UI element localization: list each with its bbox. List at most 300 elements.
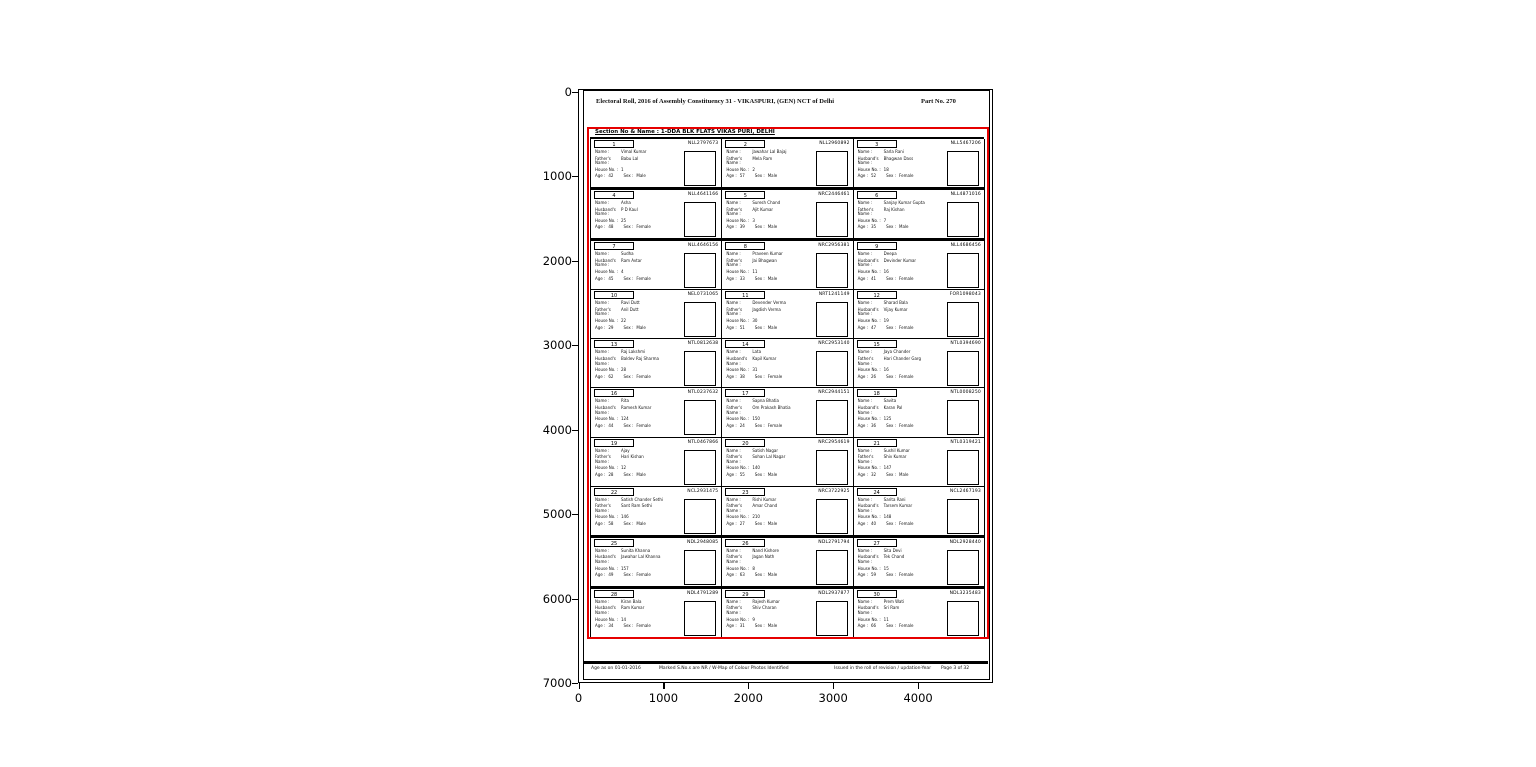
house-value: 8	[752, 565, 755, 571]
relation-label: Father's Name :	[726, 503, 743, 513]
house-label: House No. :	[595, 616, 619, 622]
age-label: Age :	[595, 373, 606, 379]
relation-value: Ajit Kumar	[752, 206, 774, 212]
x-tick-label: 4000	[903, 691, 933, 705]
house-label: House No. :	[857, 616, 881, 622]
sex-value: Female	[899, 422, 914, 428]
name-label: Name :	[857, 447, 873, 453]
epic-number: NTL0237632	[687, 390, 719, 396]
serial-number-box: 7	[594, 242, 634, 250]
serial-number-box: 4	[594, 191, 634, 199]
house-value: 9	[752, 616, 755, 622]
sex-value: Male	[767, 471, 778, 477]
epic-number: NEL0731065	[687, 292, 719, 298]
relation-label: Father's Name :	[595, 454, 611, 464]
age-label: Age :	[595, 224, 606, 230]
sex-value: Male	[767, 275, 778, 281]
relation-value: Ramesh Kumar	[621, 405, 652, 411]
age-label: Age :	[857, 275, 869, 281]
relation-value: Ram Avtar	[621, 257, 642, 263]
name-label: Name :	[726, 251, 741, 257]
name-label: Name :	[857, 398, 873, 404]
name-value: Jawahar Lal Bajaj	[752, 149, 787, 154]
age-label: Age :	[595, 521, 606, 527]
house-value: 12	[621, 465, 627, 471]
house-label: House No. :	[595, 217, 619, 223]
relation-label: Father's Name :	[595, 306, 611, 317]
serial-number-box: 17	[725, 389, 765, 397]
sex-value: Female	[636, 422, 651, 428]
age-value: 59	[871, 572, 877, 578]
house-value: 15	[883, 565, 889, 571]
sex-value: Male	[767, 623, 778, 629]
serial-number-box: 10	[594, 291, 634, 299]
sex-label: Sex :	[886, 471, 897, 477]
house-label: House No. :	[857, 318, 881, 324]
house-label: House No. :	[595, 416, 619, 422]
sex-value: Male	[767, 572, 778, 578]
house-label: House No. :	[595, 268, 619, 274]
sex-value: Male	[767, 324, 778, 330]
serial-number-box: 8	[725, 242, 765, 250]
house-label: House No. :	[857, 166, 881, 172]
house-label: House No. :	[595, 565, 619, 571]
x-tick-mark	[579, 683, 580, 689]
house-value: 16	[883, 268, 889, 274]
name-label: Name :	[857, 251, 873, 257]
relation-value: Jai Bhagwan	[752, 257, 777, 263]
epic-number: FOR1098043	[949, 292, 981, 298]
relation-label: Husband's Name :	[595, 355, 616, 366]
age-label: Age :	[726, 275, 737, 281]
age-label: Age :	[595, 572, 606, 578]
sex-label: Sex :	[623, 275, 634, 281]
epic-number: NDL2937877	[818, 590, 850, 596]
name-label: Name :	[595, 149, 610, 154]
age-label: Age :	[857, 623, 869, 629]
epic-number: NLL2797673	[687, 141, 719, 146]
document-header-title: Electoral Roll, 2016 of Assembly Constituency 31 - VIKASPURI, (GEN) NCT of Delhi	[596, 98, 835, 105]
house-label: House No. :	[857, 217, 881, 223]
name-value: Satish Chander Sethi	[621, 496, 664, 502]
relation-label: Husband's Name :	[726, 355, 748, 366]
sex-label: Sex :	[886, 324, 897, 330]
serial-number-box: 19	[594, 439, 634, 447]
age-label: Age :	[595, 324, 606, 330]
sex-label: Sex :	[623, 324, 634, 330]
sex-label: Sex :	[754, 373, 765, 379]
sex-value: Male	[636, 173, 646, 179]
house-value: 124	[621, 416, 629, 422]
name-value: Suresh Chand	[752, 200, 781, 206]
relation-label: Father's Name :	[726, 306, 743, 317]
name-value: Sudha	[621, 251, 634, 257]
relation-label: Husband's Name :	[857, 306, 879, 317]
sex-label: Sex :	[623, 173, 634, 179]
age-value: 33	[739, 275, 745, 281]
name-label: Name :	[726, 447, 741, 453]
house-value: 210	[752, 514, 760, 520]
relation-value: Bhagwan Dass	[883, 155, 914, 161]
sex-label: Sex :	[886, 373, 897, 379]
name-label: Name :	[726, 547, 741, 553]
sex-value: Female	[899, 373, 914, 379]
age-label: Age :	[857, 572, 869, 578]
sex-value: Female	[636, 275, 651, 281]
name-label: Name :	[595, 447, 610, 453]
age-label: Age :	[857, 324, 869, 330]
relation-value: Anil Dutt	[621, 306, 639, 312]
sex-value: Female	[899, 623, 914, 629]
sex-label: Sex :	[886, 572, 897, 578]
name-label: Name :	[857, 598, 873, 604]
age-value: 63	[739, 572, 745, 578]
sex-label: Sex :	[623, 422, 634, 428]
age-value: 66	[871, 623, 877, 629]
house-value: 22	[621, 318, 627, 324]
house-label: House No. :	[726, 565, 750, 571]
sex-value: Male	[899, 224, 909, 230]
age-label: Age :	[857, 373, 869, 379]
age-label: Age :	[595, 422, 606, 428]
age-label: Age :	[726, 572, 737, 578]
relation-label: Father's Name :	[726, 454, 743, 464]
name-value: Asha	[621, 200, 631, 206]
serial-number-box: 22	[594, 488, 634, 496]
epic-number: NRC2944151	[818, 390, 850, 396]
house-label: House No. :	[595, 514, 619, 520]
age-value: 57	[739, 173, 745, 179]
relation-value: Vijay Kumar	[883, 306, 908, 312]
name-value: Sarla Rani	[883, 149, 904, 154]
house-value: 3	[752, 217, 755, 223]
sex-label: Sex :	[886, 173, 897, 179]
y-tick-label: 4000	[542, 422, 572, 437]
sex-label: Sex :	[886, 422, 897, 428]
name-label: Name :	[857, 349, 873, 355]
sex-value: Male	[767, 173, 778, 179]
age-label: Age :	[595, 173, 606, 179]
sex-value: Female	[767, 422, 783, 428]
house-value: 140	[752, 465, 760, 471]
footer-divider-bar	[584, 661, 988, 664]
sex-label: Sex :	[754, 224, 765, 230]
sex-value: Male	[636, 471, 646, 477]
serial-number-box: 9	[857, 242, 897, 250]
name-label: Name :	[595, 349, 610, 355]
age-value: 41	[871, 275, 877, 281]
serial-number-box: 25	[594, 539, 634, 547]
age-label: Age :	[595, 275, 606, 281]
name-label: Name :	[726, 496, 741, 502]
house-label: House No. :	[857, 416, 881, 422]
name-label: Name :	[857, 149, 873, 154]
y-tick-label: 6000	[542, 591, 572, 606]
epic-number: NLL4641166	[687, 192, 719, 198]
relation-value: P D Kaul	[621, 206, 638, 212]
serial-number-box: 28	[594, 590, 634, 598]
name-value: Rajesh Kumar	[752, 598, 780, 604]
relation-value: Kapil Kumar	[752, 355, 777, 361]
house-value: 1	[621, 166, 624, 172]
relation-label: Father's Name :	[726, 405, 743, 415]
age-label: Age :	[726, 173, 737, 179]
age-value: 35	[871, 224, 877, 230]
sex-label: Sex :	[623, 521, 634, 527]
footer-photo-note: Marked S.No.s are NR / W-Map of Colour Photos Identified	[659, 666, 789, 671]
name-value: Rishi Kumar	[752, 496, 777, 502]
relation-label: Father's Name :	[726, 257, 743, 268]
serial-number-box: 1	[594, 140, 634, 148]
red-annotation-box	[587, 127, 989, 639]
age-label: Age :	[726, 521, 737, 527]
house-value: 11	[752, 268, 758, 274]
age-value: 24	[739, 422, 745, 428]
relation-value: Mela Ram	[752, 155, 773, 161]
age-label: Age :	[857, 224, 869, 230]
age-value: 39	[739, 224, 745, 230]
house-label: House No. :	[726, 166, 750, 172]
epic-number: NRC2446461	[818, 192, 850, 198]
sex-value: Female	[899, 521, 914, 527]
house-value: 125	[883, 416, 892, 422]
relation-label: Father's Name :	[857, 355, 874, 366]
age-value: 36	[871, 422, 877, 428]
relation-label: Father's Name :	[726, 155, 743, 166]
name-value: Rita	[621, 398, 629, 404]
x-tick-mark	[663, 683, 664, 689]
house-label: House No. :	[595, 465, 619, 471]
house-value: 30	[752, 318, 758, 324]
y-tick-label: 7000	[542, 676, 572, 690]
epic-number: NDL4791289	[686, 590, 719, 596]
serial-number-box: 11	[725, 291, 765, 299]
age-label: Age :	[595, 623, 606, 629]
serial-number-box: 16	[594, 389, 634, 397]
relation-value: Jagan Nath	[752, 554, 775, 560]
age-value: 42	[608, 173, 614, 179]
name-label: Name :	[726, 398, 741, 404]
x-tick-label: 0	[574, 691, 583, 705]
sex-value: Female	[899, 173, 914, 179]
house-label: House No. :	[857, 514, 881, 520]
house-value: 150	[752, 416, 760, 422]
name-value: Sunita Khanna	[621, 547, 651, 553]
sex-label: Sex :	[754, 275, 765, 281]
name-value: Lata	[752, 349, 762, 355]
relation-label: Husband's Name :	[857, 155, 879, 166]
name-label: Name :	[726, 598, 741, 604]
age-value: 31	[739, 623, 745, 629]
house-value: 148	[883, 514, 892, 520]
relation-label: Husband's Name :	[595, 405, 616, 415]
age-label: Age :	[595, 471, 606, 477]
relation-value: Jagdish Verma	[752, 306, 781, 312]
y-tick-mark	[572, 683, 578, 684]
relation-label: Father's Name :	[595, 503, 611, 513]
relation-label: Father's Name :	[857, 206, 874, 217]
name-value: Sapna Bhatia	[752, 398, 779, 404]
house-value: 157	[621, 565, 629, 571]
name-label: Name :	[595, 398, 610, 404]
x-tick-label: 2000	[733, 691, 763, 705]
relation-label: Father's Name :	[726, 554, 743, 564]
plot-area	[578, 89, 993, 683]
serial-number-box: 29	[725, 590, 765, 598]
house-value: 2	[752, 166, 755, 172]
house-label: House No. :	[726, 416, 750, 422]
document-part-number: Part No. 270	[921, 98, 956, 105]
age-label: Age :	[857, 422, 869, 428]
x-tick-mark	[833, 683, 834, 689]
name-label: Name :	[595, 598, 610, 604]
sex-value: Male	[636, 324, 646, 330]
serial-number-box: 23	[725, 488, 765, 496]
epic-number: NCL2467193	[949, 488, 981, 494]
sex-label: Sex :	[886, 521, 897, 527]
name-value: Kiran Bala	[621, 598, 642, 604]
house-label: House No. :	[726, 268, 750, 274]
x-tick-label: 1000	[648, 691, 679, 705]
sex-value: Female	[636, 373, 651, 379]
age-value: 55	[739, 471, 745, 477]
epic-number: NTL0319421	[950, 439, 981, 445]
relation-label: Husband's Name :	[857, 503, 879, 513]
relation-value: Om Prakash Bhatia	[752, 405, 791, 411]
epic-number: NCL2931475	[687, 488, 719, 494]
serial-number-box: 14	[725, 340, 765, 348]
house-value: 11	[883, 616, 889, 622]
relation-label: Father's Name :	[595, 155, 611, 166]
relation-value: Hari Chander Garg	[883, 355, 922, 361]
sex-value: Female	[899, 572, 914, 578]
serial-number-box: 26	[725, 539, 765, 547]
age-label: Age :	[726, 422, 737, 428]
sex-value: Female	[899, 324, 914, 330]
age-value: 44	[608, 422, 614, 428]
epic-number: NDL2791794	[818, 539, 850, 545]
serial-number-box: 20	[725, 439, 765, 447]
serial-number-box: 6	[857, 191, 897, 199]
sex-value: Female	[636, 623, 651, 629]
name-label: Name :	[857, 547, 873, 553]
name-value: Devender Verma	[752, 300, 786, 306]
sex-value: Male	[636, 521, 646, 527]
name-value: Savita	[883, 398, 897, 404]
relation-label: Husband's Name :	[857, 554, 879, 564]
epic-number: NTL0467866	[687, 439, 719, 445]
relation-value: Sohan Lal Nagar	[752, 454, 786, 460]
sex-label: Sex :	[754, 572, 765, 578]
name-value: Sharad Bala	[883, 300, 908, 306]
house-value: 16	[883, 367, 889, 373]
sex-label: Sex :	[623, 224, 634, 230]
name-label: Name :	[595, 547, 610, 553]
age-value: 49	[608, 572, 614, 578]
name-value: Ravi Dutt	[621, 300, 640, 306]
epic-number: NTL0812638	[687, 341, 719, 347]
house-label: House No. :	[857, 268, 881, 274]
name-value: Sanjay Kumar Gupta	[883, 200, 925, 206]
epic-number: NLL4871016	[950, 192, 981, 198]
name-value: Satish Nagar	[752, 447, 778, 453]
house-value: 7	[883, 217, 887, 223]
epic-number: NLL5467206	[950, 141, 981, 146]
age-label: Age :	[726, 324, 737, 330]
name-value: Sarita Rani	[883, 496, 906, 502]
sex-label: Sex :	[754, 623, 765, 629]
age-value: 47	[871, 324, 877, 330]
age-label: Age :	[857, 521, 869, 527]
epic-number: NRT1241149	[818, 292, 850, 298]
age-label: Age :	[857, 173, 869, 179]
sex-value: Male	[899, 471, 909, 477]
relation-value: Hari Kishan	[621, 454, 644, 460]
age-value: 45	[608, 275, 614, 281]
house-label: House No. :	[857, 367, 881, 373]
age-label: Age :	[726, 471, 737, 477]
name-label: Name :	[726, 300, 741, 306]
name-label: Name :	[595, 251, 610, 257]
house-value: 31	[752, 367, 758, 373]
sex-value: Female	[899, 275, 914, 281]
name-label: Name :	[595, 200, 610, 206]
epic-number: NRC2954619	[818, 439, 850, 445]
age-value: 62	[608, 373, 614, 379]
sex-label: Sex :	[623, 471, 634, 477]
house-label: House No. :	[726, 367, 750, 373]
name-label: Name :	[857, 496, 873, 502]
relation-value: Sant Ram Sethi	[621, 503, 652, 509]
sex-label: Sex :	[754, 324, 765, 330]
name-value: Sushil Kumar	[883, 447, 910, 453]
serial-number-box: 15	[857, 340, 897, 348]
name-value: Praveen Kumar	[752, 251, 783, 257]
y-tick-label: 1000	[542, 169, 572, 183]
house-value: 28	[621, 367, 627, 373]
relation-value: Shiv Charan	[752, 605, 777, 611]
house-label: House No. :	[726, 616, 750, 622]
epic-number: NLL4686456	[950, 243, 981, 249]
name-value: Deepa	[883, 251, 897, 257]
y-tick-label: 0	[564, 84, 572, 99]
age-value: 28	[608, 471, 614, 477]
serial-number-box: 12	[857, 291, 897, 299]
house-label: House No. :	[726, 318, 750, 324]
age-value: 34	[608, 623, 614, 629]
age-value: 48	[608, 224, 614, 230]
name-label: Name :	[726, 149, 741, 154]
serial-number-box: 5	[725, 191, 765, 199]
sex-label: Sex :	[886, 275, 897, 281]
age-value: 51	[739, 324, 745, 330]
name-value: Jaya Chander	[883, 349, 911, 355]
serial-number-box: 2	[725, 140, 765, 148]
epic-number: NRC2956381	[818, 243, 850, 249]
house-value: 147	[883, 465, 892, 471]
name-label: Name :	[595, 496, 610, 502]
relation-value: Baldev Raj Sharma	[621, 355, 659, 361]
serial-number-box: 27	[857, 539, 897, 547]
name-label: Name :	[595, 300, 610, 306]
relation-value: Shiv Kumar	[883, 454, 907, 460]
name-label: Name :	[726, 349, 741, 355]
x-tick-mark	[748, 683, 749, 689]
name-label: Name :	[857, 300, 873, 306]
age-label: Age :	[857, 471, 869, 477]
relation-label: Father's Name :	[857, 454, 874, 464]
sex-label: Sex :	[886, 224, 897, 230]
